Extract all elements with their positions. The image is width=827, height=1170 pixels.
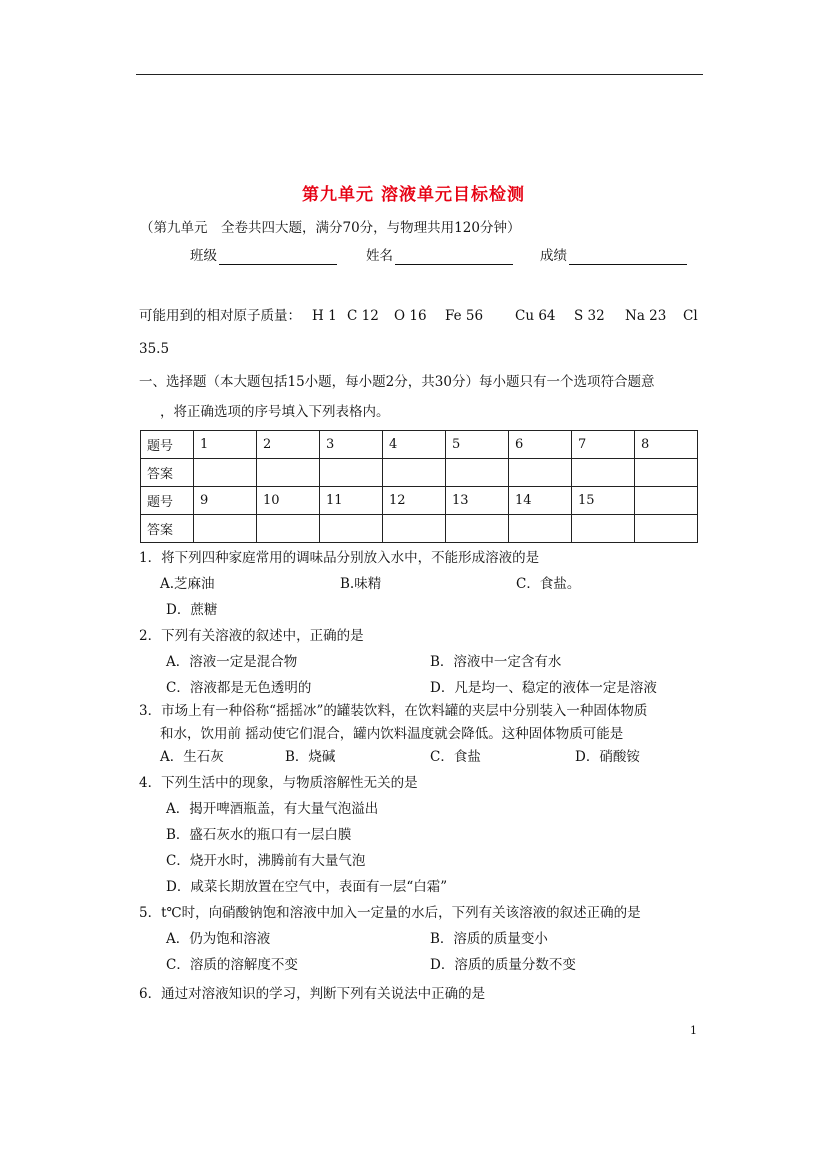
question-number-cell: 12 [383, 487, 446, 515]
atomic-mass-item: Cu 64 [515, 308, 556, 324]
option: D．溶质的质量分数不变 [430, 957, 576, 973]
option: D．咸菜长期放置在空气中，表面有一层“白霜” [166, 879, 448, 895]
answer-cell[interactable] [194, 459, 257, 487]
question-stem: 3．市场上有一种俗称“摇摇冰”的罐装饮料，在饮料罐的夹层中分别装入一种固体物质 [139, 703, 648, 719]
section-1-instructions-cont: ，将正确选项的序号填入下列表格内。 [160, 404, 390, 420]
answer-cell[interactable] [509, 459, 572, 487]
question-number-cell: 9 [194, 487, 257, 515]
table-row [141, 431, 698, 459]
atomic-mass-item: S 32 [574, 308, 605, 324]
name-label: 姓名 [366, 248, 393, 264]
row-label: 题号 [141, 431, 194, 459]
question-number-cell: 8 [635, 431, 698, 459]
question-number-cell [635, 487, 698, 515]
row-label: 题号 [141, 487, 194, 515]
question-stem: 5．t℃时，向硝酸钠饱和溶液中加入一定量的水后，下列有关该溶液的叙述正确的是 [139, 905, 641, 921]
option: D．凡是均一、稳定的液体一定是溶液 [430, 680, 657, 696]
row-label: 答案 [141, 515, 194, 543]
answer-cell[interactable] [635, 459, 698, 487]
question-number-cell: 3 [320, 431, 383, 459]
question-stem: 1．将下列四种家庭常用的调味品分别放入水中，不能形成溶液的是 [139, 550, 540, 566]
option: B．溶质的质量变小 [430, 931, 548, 947]
atomic-mass-item: Na 23 [625, 308, 667, 324]
option: B．盛石灰水的瓶口有一层白膜 [166, 827, 352, 843]
question-number-cell: 2 [257, 431, 320, 459]
class-field [190, 247, 337, 265]
table-row [141, 459, 698, 487]
question-stem-cont: 和水，饮用前 摇动使它们混合，罐内饮料温度就会降低。这种固体物质可能是 [160, 726, 624, 742]
question-number-cell: 5 [446, 431, 509, 459]
score-blank[interactable] [569, 250, 687, 265]
option: D．蔗糖 [166, 602, 218, 618]
option: A．溶液一定是混合物 [166, 654, 298, 670]
answer-cell[interactable] [194, 515, 257, 543]
answer-table [140, 430, 698, 543]
document-title: 第九单元 溶液单元目标检测 [302, 185, 525, 205]
answer-cell[interactable] [383, 459, 446, 487]
class-blank[interactable] [219, 250, 337, 265]
option: A．生石灰 [160, 749, 224, 765]
atomic-masses-prefix: 可能用到的相对原子质量： [139, 308, 301, 324]
name-field [366, 247, 513, 265]
section-1-instructions: 一、选择题（本大题包括15小题，每小题2分，共30分）每小题只有一个选项符合题意 [139, 374, 655, 390]
answer-cell[interactable] [509, 515, 572, 543]
question-number-cell: 1 [194, 431, 257, 459]
option: C．溶质的溶解度不变 [166, 957, 298, 973]
name-blank[interactable] [395, 250, 513, 265]
option: C．食盐。 [516, 576, 581, 592]
answer-cell[interactable] [383, 515, 446, 543]
option: B.味精 [340, 576, 382, 592]
question-number-cell: 14 [509, 487, 572, 515]
atomic-masses-continuation: 35.5 [139, 341, 170, 357]
option: A．揭开啤酒瓶盖，有大量气泡溢出 [166, 801, 379, 817]
exam-subtitle: （第九单元 全卷共四大题，满分70分，与物理共用120分钟） [140, 220, 521, 236]
option: C．烧开水时，沸腾前有大量气泡 [166, 853, 366, 869]
option: D．硝酸铵 [575, 749, 640, 765]
question-stem: 4．下列生活中的现象，与物质溶解性无关的是 [139, 775, 418, 791]
option: B．溶液中一定含有水 [430, 654, 562, 670]
option: A．仍为饱和溶液 [166, 931, 271, 947]
option: B．烧碱 [285, 749, 336, 765]
header-rule [136, 74, 703, 75]
question-number-cell: 4 [383, 431, 446, 459]
answer-cell[interactable] [446, 515, 509, 543]
question-number-cell: 11 [320, 487, 383, 515]
atomic-mass-item: C 12 [347, 308, 379, 324]
class-label: 班级 [190, 248, 217, 264]
question-stem: 2．下列有关溶液的叙述中，正确的是 [139, 628, 364, 644]
question-stem: 6．通过对溶液知识的学习，判断下列有关说法中正确的是 [139, 986, 486, 1002]
table-row [141, 487, 698, 515]
question-number-cell: 13 [446, 487, 509, 515]
answer-cell[interactable] [572, 459, 635, 487]
answer-cell[interactable] [257, 459, 320, 487]
atomic-mass-item: Cl [683, 308, 698, 324]
atomic-mass-item: O 16 [394, 308, 427, 324]
answer-cell[interactable] [446, 459, 509, 487]
answer-cell[interactable] [572, 515, 635, 543]
atomic-mass-item: Fe 56 [445, 308, 484, 324]
score-field [540, 247, 687, 265]
question-number-cell: 15 [572, 487, 635, 515]
question-number-cell: 10 [257, 487, 320, 515]
answer-cell[interactable] [257, 515, 320, 543]
answer-cell[interactable] [635, 515, 698, 543]
row-label: 答案 [141, 459, 194, 487]
answer-cell[interactable] [320, 515, 383, 543]
score-label: 成绩 [540, 248, 567, 264]
option: C．溶液都是无色透明的 [166, 680, 312, 696]
option: C．食盐 [430, 749, 481, 765]
page-number: 1 [690, 1024, 697, 1037]
question-number-cell: 7 [572, 431, 635, 459]
atomic-mass-item: H 1 [312, 308, 337, 324]
table-row [141, 515, 698, 543]
answer-cell[interactable] [320, 459, 383, 487]
option: A.芝麻油 [160, 576, 215, 592]
question-number-cell: 6 [509, 431, 572, 459]
